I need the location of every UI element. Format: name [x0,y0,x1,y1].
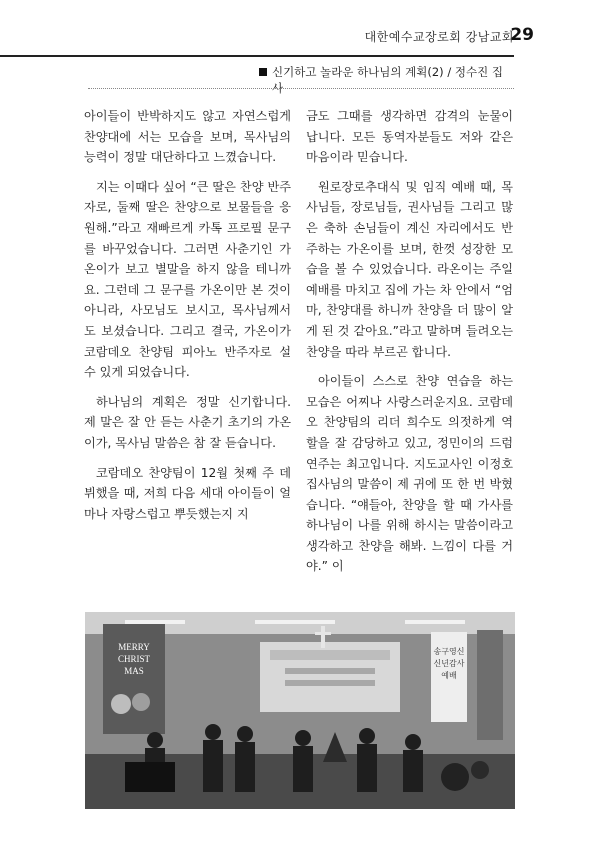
paragraph: 원로장로추대식 및 임직 예배 때, 목사님들, 장로님들, 권사님들 그리고 많은 축하 손님들이 계신 자리에서도 반주하는 가온이를 보며, 한껏 성장한 모습을 볼 수 있었습니다. 라온이는 주일 예배를 마치고 집에 가는 차 안에서 “엄마, 찬양대를 하니까 찬양을 더 많이 알게 된 것 같아요.”라고 말하며 들려오는 찬양을 따라 부르곤 합니다. [306,179,513,359]
right-column [306,106,513,586]
poster-line: CHRIST [117,654,151,664]
dotted-divider [88,88,514,89]
paragraph: 금도 그때를 생각하면 감격의 눈물이 납니다. 모든 동역자분들도 저와 같은 마음이라 믿습니다. [306,109,513,165]
page-number: 29 [510,25,534,45]
poster-line: MAS [124,666,144,676]
paragraph: 아이들이 반박하지도 않고 자연스럽게 찬양대에 서는 모습을 보며, 목사님의 능력이 정말 대단하다고 느꼈습니다. [84,109,291,165]
banner-line: 신년감사 [433,659,465,668]
header-rule [0,55,514,57]
worship-team-photo [85,612,515,809]
paragraph: 하나님의 계획은 정말 신기합니다. 제 말은 잘 안 듣는 사춘기 초기의 가온이가, 목사님 말씀은 참 잘 듣습니다. [84,394,291,450]
poster-line: MERRY [118,642,150,652]
page-header [0,25,600,58]
paragraph: 아이들이 스스로 찬양 연습을 하는 모습은 어찌나 사랑스러운지요. 코람데오 찬양팀의 리더 희수도 의젓하게 역할을 잘 감당하고 있고, 정민이의 드럼 연주는 최고입니다. 지도교사인 이정호 집사님의 말씀이 제 귀에 또 한 번 박혔습니다. “얘들아, 찬양을 할 때 가사를 하나님이 나를 위해 하시는 말씀이라고 생각하고 찬양을 해봐. 느낌이 다를 거야.” 이 [306,374,513,574]
square-bullet-icon [259,68,267,76]
photo-illustration [85,612,515,809]
paragraph: 지는 이때다 싶어 “큰 딸은 찬양 반주자로, 둘째 딸은 찬양으로 보물들을 응원해.”라고 재빠르게 카톡 프로필 문구를 바꾸었습니다. 그러면 사춘기인 가온이가 보고 별말을 하지 않을 테니까요. 그런데 그 문구를 가온이만 본 것이 아니라, 사모님도 보시고, 목사님께서도 보셨습니다. 그리고 결국, 가온이가 코람데오 찬양팀 피아노 반주자로 설 수 있게 되었습니다. [84,179,291,380]
banner-line: 예배 [441,671,457,680]
article-subtitle: 신기하고 놀라운 하나님의 계획(2) / 정수진 집사 [272,65,503,95]
article-subtitle-row [0,64,514,95]
banner-line: 송구영신 [433,647,465,656]
church-name: 대한예수교장로회 강남교회 [364,30,514,44]
left-column [84,106,291,533]
paragraph: 코람데오 찬양팀이 12월 첫째 주 데뷔했을 때, 저희 다음 세대 아이들이 얼마나 자랑스럽고 뿌듯했는지 지 [84,465,291,521]
